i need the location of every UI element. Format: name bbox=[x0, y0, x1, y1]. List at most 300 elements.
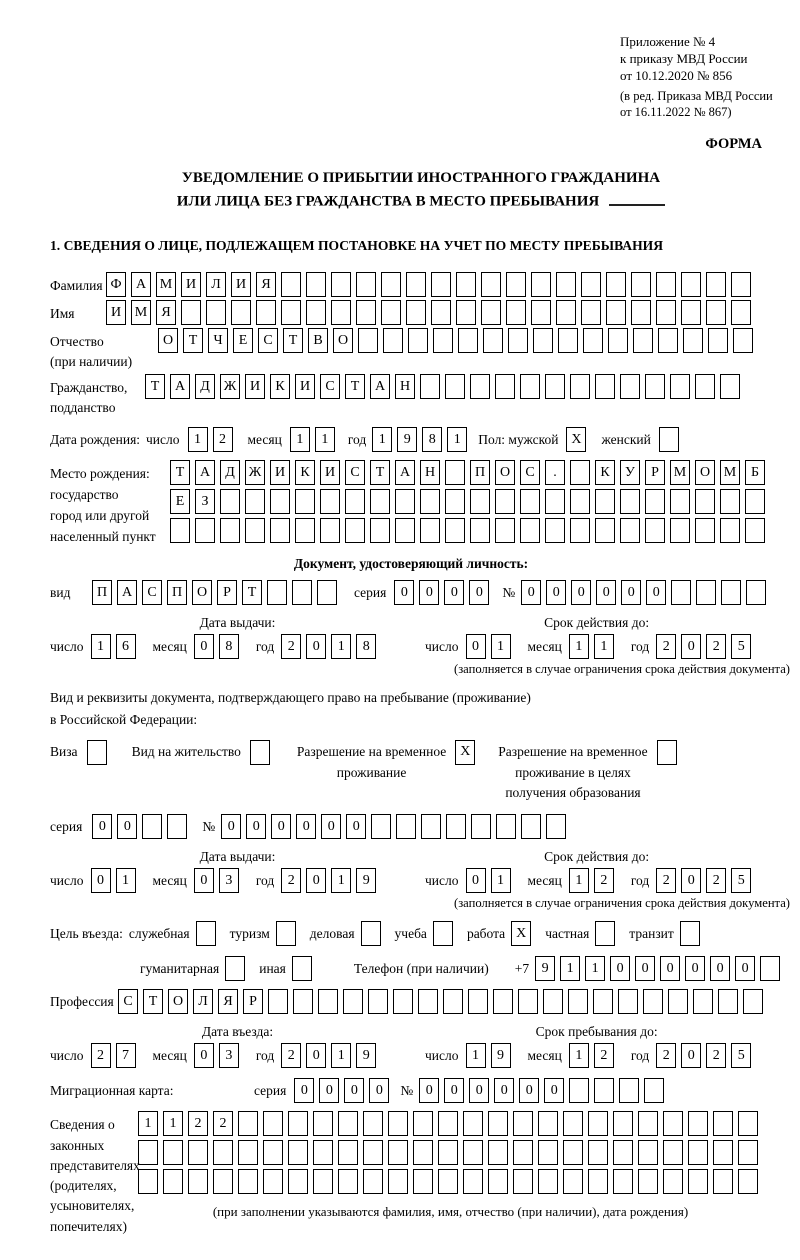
char-cell[interactable]: 1 bbox=[466, 1043, 486, 1068]
char-cell[interactable]: 8 bbox=[422, 427, 442, 452]
char-cell[interactable]: 1 bbox=[290, 427, 310, 452]
char-cell[interactable] bbox=[406, 272, 426, 297]
char-cell[interactable] bbox=[670, 374, 690, 399]
char-cell[interactable]: А bbox=[131, 272, 151, 297]
char-cell[interactable] bbox=[738, 1169, 758, 1194]
char-cell[interactable] bbox=[718, 989, 738, 1014]
char-cell[interactable] bbox=[545, 518, 565, 543]
char-cell[interactable] bbox=[343, 989, 363, 1014]
char-cell[interactable] bbox=[238, 1169, 258, 1194]
char-cell[interactable]: С bbox=[258, 328, 278, 353]
char-cell[interactable]: С bbox=[320, 374, 340, 399]
char-cell[interactable]: О bbox=[168, 989, 188, 1014]
char-cell[interactable] bbox=[638, 1111, 658, 1136]
char-cell[interactable] bbox=[556, 300, 576, 325]
char-cell[interactable]: 2 bbox=[706, 634, 726, 659]
char-cell[interactable]: 0 bbox=[681, 634, 701, 659]
char-cell[interactable] bbox=[445, 374, 465, 399]
char-cell[interactable] bbox=[431, 300, 451, 325]
char-cell[interactable]: Ж bbox=[245, 460, 265, 485]
char-cell[interactable]: 0 bbox=[194, 1043, 214, 1068]
char-cell[interactable] bbox=[295, 518, 315, 543]
char-cell[interactable]: И bbox=[181, 272, 201, 297]
char-cell[interactable] bbox=[418, 989, 438, 1014]
char-cell[interactable] bbox=[745, 518, 765, 543]
char-cell[interactable]: 0 bbox=[344, 1078, 364, 1103]
char-cell[interactable] bbox=[281, 272, 301, 297]
char-cell[interactable] bbox=[383, 328, 403, 353]
char-cell[interactable]: Ч bbox=[208, 328, 228, 353]
char-cell[interactable]: 1 bbox=[331, 1043, 351, 1068]
char-cell[interactable] bbox=[746, 580, 766, 605]
char-cell[interactable] bbox=[345, 518, 365, 543]
char-cell[interactable]: 6 bbox=[116, 634, 136, 659]
char-cell[interactable]: 0 bbox=[419, 1078, 439, 1103]
char-cell[interactable]: 0 bbox=[369, 1078, 389, 1103]
char-cell[interactable] bbox=[620, 374, 640, 399]
char-cell[interactable] bbox=[363, 1169, 383, 1194]
char-cell[interactable] bbox=[645, 374, 665, 399]
char-cell[interactable] bbox=[569, 1078, 589, 1103]
char-cell[interactable] bbox=[345, 489, 365, 514]
char-cell[interactable]: 0 bbox=[444, 1078, 464, 1103]
char-cell[interactable] bbox=[695, 489, 715, 514]
char-cell[interactable]: А bbox=[370, 374, 390, 399]
char-cell[interactable]: 0 bbox=[521, 580, 541, 605]
char-cell[interactable]: У bbox=[620, 460, 640, 485]
char-cell[interactable] bbox=[520, 374, 540, 399]
char-cell[interactable]: X bbox=[566, 427, 586, 452]
char-cell[interactable] bbox=[708, 328, 728, 353]
char-cell[interactable]: . bbox=[545, 460, 565, 485]
purpose-commercial-checkbox[interactable] bbox=[361, 921, 386, 946]
char-cell[interactable] bbox=[683, 328, 703, 353]
char-cell[interactable] bbox=[506, 272, 526, 297]
char-cell[interactable] bbox=[195, 518, 215, 543]
char-cell[interactable]: 2 bbox=[594, 1043, 614, 1068]
char-cell[interactable] bbox=[438, 1169, 458, 1194]
char-cell[interactable]: 0 bbox=[444, 580, 464, 605]
char-cell[interactable]: Т bbox=[242, 580, 262, 605]
char-cell[interactable] bbox=[292, 956, 312, 981]
char-cell[interactable] bbox=[363, 1140, 383, 1165]
char-cell[interactable]: 1 bbox=[91, 634, 111, 659]
char-cell[interactable]: 5 bbox=[731, 634, 751, 659]
char-cell[interactable] bbox=[595, 921, 615, 946]
char-cell[interactable] bbox=[618, 989, 638, 1014]
char-cell[interactable]: И bbox=[320, 460, 340, 485]
char-cell[interactable]: 2 bbox=[656, 868, 676, 893]
char-cell[interactable]: 0 bbox=[546, 580, 566, 605]
char-cell[interactable]: И bbox=[245, 374, 265, 399]
char-cell[interactable] bbox=[483, 328, 503, 353]
char-cell[interactable] bbox=[643, 989, 663, 1014]
temp-residence-checkbox[interactable] bbox=[455, 740, 480, 765]
char-cell[interactable]: 1 bbox=[315, 427, 335, 452]
char-cell[interactable]: 0 bbox=[194, 634, 214, 659]
char-cell[interactable]: И bbox=[295, 374, 315, 399]
char-cell[interactable] bbox=[531, 300, 551, 325]
char-cell[interactable] bbox=[138, 1140, 158, 1165]
char-cell[interactable]: С bbox=[142, 580, 162, 605]
char-cell[interactable]: Р bbox=[645, 460, 665, 485]
char-cell[interactable]: 0 bbox=[610, 956, 630, 981]
char-cell[interactable]: X bbox=[455, 740, 475, 765]
char-cell[interactable] bbox=[256, 300, 276, 325]
char-cell[interactable]: 0 bbox=[469, 1078, 489, 1103]
char-cell[interactable] bbox=[395, 518, 415, 543]
char-cell[interactable] bbox=[681, 300, 701, 325]
char-cell[interactable] bbox=[371, 814, 391, 839]
char-cell[interactable] bbox=[213, 1140, 233, 1165]
char-cell[interactable]: Е bbox=[170, 489, 190, 514]
char-cell[interactable]: Т bbox=[145, 374, 165, 399]
char-cell[interactable]: 0 bbox=[494, 1078, 514, 1103]
purpose-study-checkbox[interactable] bbox=[433, 921, 458, 946]
char-cell[interactable]: Ж bbox=[220, 374, 240, 399]
char-cell[interactable] bbox=[720, 518, 740, 543]
char-cell[interactable] bbox=[659, 427, 679, 452]
char-cell[interactable] bbox=[588, 1140, 608, 1165]
char-cell[interactable]: 2 bbox=[281, 634, 301, 659]
char-cell[interactable] bbox=[663, 1169, 683, 1194]
char-cell[interactable] bbox=[238, 1111, 258, 1136]
char-cell[interactable]: К bbox=[270, 374, 290, 399]
char-cell[interactable] bbox=[645, 489, 665, 514]
char-cell[interactable]: 1 bbox=[331, 868, 351, 893]
char-cell[interactable] bbox=[408, 328, 428, 353]
char-cell[interactable] bbox=[331, 272, 351, 297]
char-cell[interactable] bbox=[513, 1169, 533, 1194]
char-cell[interactable] bbox=[481, 300, 501, 325]
char-cell[interactable]: 9 bbox=[491, 1043, 511, 1068]
char-cell[interactable] bbox=[320, 489, 340, 514]
char-cell[interactable] bbox=[470, 374, 490, 399]
char-cell[interactable] bbox=[733, 328, 753, 353]
char-cell[interactable] bbox=[250, 740, 270, 765]
char-cell[interactable] bbox=[468, 989, 488, 1014]
char-cell[interactable]: 0 bbox=[296, 814, 316, 839]
char-cell[interactable] bbox=[181, 300, 201, 325]
char-cell[interactable] bbox=[338, 1169, 358, 1194]
char-cell[interactable]: 2 bbox=[706, 868, 726, 893]
char-cell[interactable]: 0 bbox=[321, 814, 341, 839]
char-cell[interactable]: 1 bbox=[372, 427, 392, 452]
char-cell[interactable] bbox=[445, 518, 465, 543]
char-cell[interactable]: 2 bbox=[706, 1043, 726, 1068]
char-cell[interactable]: В bbox=[308, 328, 328, 353]
char-cell[interactable] bbox=[206, 300, 226, 325]
char-cell[interactable] bbox=[313, 1169, 333, 1194]
char-cell[interactable]: 3 bbox=[219, 1043, 239, 1068]
char-cell[interactable] bbox=[738, 1111, 758, 1136]
char-cell[interactable] bbox=[313, 1111, 333, 1136]
char-cell[interactable] bbox=[495, 489, 515, 514]
char-cell[interactable]: 1 bbox=[163, 1111, 183, 1136]
char-cell[interactable] bbox=[760, 956, 780, 981]
char-cell[interactable]: Н bbox=[395, 374, 415, 399]
char-cell[interactable] bbox=[338, 1140, 358, 1165]
char-cell[interactable] bbox=[421, 814, 441, 839]
char-cell[interactable] bbox=[613, 1169, 633, 1194]
char-cell[interactable]: 0 bbox=[92, 814, 112, 839]
char-cell[interactable] bbox=[388, 1169, 408, 1194]
char-cell[interactable] bbox=[720, 374, 740, 399]
char-cell[interactable] bbox=[606, 300, 626, 325]
char-cell[interactable]: 1 bbox=[560, 956, 580, 981]
char-cell[interactable]: М bbox=[131, 300, 151, 325]
char-cell[interactable]: 1 bbox=[491, 868, 511, 893]
purpose-other-checkbox[interactable] bbox=[292, 956, 317, 981]
char-cell[interactable] bbox=[681, 272, 701, 297]
char-cell[interactable] bbox=[570, 460, 590, 485]
char-cell[interactable]: О bbox=[192, 580, 212, 605]
char-cell[interactable] bbox=[481, 272, 501, 297]
char-cell[interactable]: 0 bbox=[306, 1043, 326, 1068]
char-cell[interactable]: 0 bbox=[319, 1078, 339, 1103]
char-cell[interactable] bbox=[518, 989, 538, 1014]
char-cell[interactable] bbox=[668, 989, 688, 1014]
char-cell[interactable]: О bbox=[495, 460, 515, 485]
char-cell[interactable] bbox=[456, 300, 476, 325]
char-cell[interactable] bbox=[420, 374, 440, 399]
char-cell[interactable] bbox=[220, 489, 240, 514]
char-cell[interactable] bbox=[263, 1111, 283, 1136]
char-cell[interactable] bbox=[496, 814, 516, 839]
char-cell[interactable]: 1 bbox=[116, 868, 136, 893]
char-cell[interactable]: О bbox=[695, 460, 715, 485]
char-cell[interactable] bbox=[338, 1111, 358, 1136]
char-cell[interactable] bbox=[368, 989, 388, 1014]
char-cell[interactable] bbox=[393, 989, 413, 1014]
visa-checkbox[interactable] bbox=[87, 740, 112, 765]
char-cell[interactable] bbox=[458, 328, 478, 353]
char-cell[interactable]: 0 bbox=[117, 814, 137, 839]
char-cell[interactable]: Т bbox=[345, 374, 365, 399]
char-cell[interactable]: С bbox=[345, 460, 365, 485]
char-cell[interactable] bbox=[331, 300, 351, 325]
char-cell[interactable] bbox=[695, 374, 715, 399]
char-cell[interactable] bbox=[463, 1111, 483, 1136]
char-cell[interactable]: Б bbox=[745, 460, 765, 485]
char-cell[interactable] bbox=[356, 300, 376, 325]
char-cell[interactable]: 1 bbox=[331, 634, 351, 659]
char-cell[interactable]: 1 bbox=[585, 956, 605, 981]
char-cell[interactable]: Т bbox=[283, 328, 303, 353]
char-cell[interactable] bbox=[533, 328, 553, 353]
char-cell[interactable] bbox=[688, 1111, 708, 1136]
char-cell[interactable]: 1 bbox=[188, 427, 208, 452]
char-cell[interactable]: 2 bbox=[656, 634, 676, 659]
char-cell[interactable]: П bbox=[92, 580, 112, 605]
char-cell[interactable]: 2 bbox=[281, 868, 301, 893]
char-cell[interactable]: 0 bbox=[294, 1078, 314, 1103]
char-cell[interactable]: З bbox=[195, 489, 215, 514]
char-cell[interactable] bbox=[645, 518, 665, 543]
char-cell[interactable] bbox=[663, 1140, 683, 1165]
char-cell[interactable] bbox=[163, 1169, 183, 1194]
sex-male-checkbox[interactable] bbox=[566, 427, 591, 452]
char-cell[interactable]: М bbox=[156, 272, 176, 297]
char-cell[interactable]: Л bbox=[193, 989, 213, 1014]
residence-permit-checkbox[interactable] bbox=[250, 740, 275, 765]
char-cell[interactable] bbox=[138, 1169, 158, 1194]
char-cell[interactable]: 0 bbox=[635, 956, 655, 981]
char-cell[interactable]: 9 bbox=[356, 868, 376, 893]
char-cell[interactable] bbox=[87, 740, 107, 765]
char-cell[interactable] bbox=[295, 489, 315, 514]
char-cell[interactable] bbox=[470, 518, 490, 543]
char-cell[interactable] bbox=[495, 518, 515, 543]
char-cell[interactable] bbox=[270, 518, 290, 543]
temp-residence-education-checkbox[interactable] bbox=[657, 740, 682, 765]
char-cell[interactable] bbox=[568, 989, 588, 1014]
char-cell[interactable]: С bbox=[118, 989, 138, 1014]
char-cell[interactable] bbox=[520, 518, 540, 543]
char-cell[interactable]: 0 bbox=[246, 814, 266, 839]
char-cell[interactable] bbox=[688, 1140, 708, 1165]
char-cell[interactable]: Я bbox=[256, 272, 276, 297]
char-cell[interactable] bbox=[588, 1111, 608, 1136]
char-cell[interactable] bbox=[545, 489, 565, 514]
char-cell[interactable]: Н bbox=[420, 460, 440, 485]
purpose-work-checkbox[interactable] bbox=[511, 921, 536, 946]
char-cell[interactable]: 0 bbox=[394, 580, 414, 605]
char-cell[interactable]: 8 bbox=[219, 634, 239, 659]
char-cell[interactable] bbox=[538, 1111, 558, 1136]
char-cell[interactable] bbox=[738, 1140, 758, 1165]
char-cell[interactable] bbox=[267, 580, 287, 605]
char-cell[interactable] bbox=[213, 1169, 233, 1194]
purpose-private-checkbox[interactable] bbox=[595, 921, 620, 946]
char-cell[interactable]: 0 bbox=[685, 956, 705, 981]
char-cell[interactable]: О bbox=[158, 328, 178, 353]
char-cell[interactable]: 9 bbox=[535, 956, 555, 981]
char-cell[interactable]: 9 bbox=[356, 1043, 376, 1068]
char-cell[interactable]: 0 bbox=[194, 868, 214, 893]
char-cell[interactable]: 0 bbox=[91, 868, 111, 893]
char-cell[interactable] bbox=[688, 1169, 708, 1194]
char-cell[interactable] bbox=[443, 989, 463, 1014]
char-cell[interactable]: 1 bbox=[491, 634, 511, 659]
char-cell[interactable] bbox=[288, 1140, 308, 1165]
char-cell[interactable]: 8 bbox=[356, 634, 376, 659]
char-cell[interactable] bbox=[508, 328, 528, 353]
purpose-humanitarian-checkbox[interactable] bbox=[225, 956, 250, 981]
char-cell[interactable] bbox=[238, 1140, 258, 1165]
char-cell[interactable] bbox=[288, 1169, 308, 1194]
char-cell[interactable] bbox=[456, 272, 476, 297]
char-cell[interactable]: Т bbox=[143, 989, 163, 1014]
char-cell[interactable] bbox=[196, 921, 216, 946]
char-cell[interactable]: 1 bbox=[138, 1111, 158, 1136]
char-cell[interactable]: 0 bbox=[221, 814, 241, 839]
char-cell[interactable] bbox=[595, 489, 615, 514]
char-cell[interactable] bbox=[431, 272, 451, 297]
char-cell[interactable] bbox=[513, 1140, 533, 1165]
char-cell[interactable] bbox=[495, 374, 515, 399]
char-cell[interactable]: Я bbox=[218, 989, 238, 1014]
char-cell[interactable] bbox=[470, 489, 490, 514]
char-cell[interactable]: 2 bbox=[91, 1043, 111, 1068]
char-cell[interactable] bbox=[613, 1140, 633, 1165]
char-cell[interactable]: 2 bbox=[281, 1043, 301, 1068]
char-cell[interactable]: Е bbox=[233, 328, 253, 353]
char-cell[interactable] bbox=[358, 328, 378, 353]
char-cell[interactable]: X bbox=[511, 921, 531, 946]
char-cell[interactable] bbox=[670, 518, 690, 543]
char-cell[interactable] bbox=[388, 1111, 408, 1136]
char-cell[interactable] bbox=[619, 1078, 639, 1103]
char-cell[interactable] bbox=[520, 489, 540, 514]
char-cell[interactable] bbox=[361, 921, 381, 946]
char-cell[interactable] bbox=[370, 518, 390, 543]
char-cell[interactable] bbox=[317, 580, 337, 605]
char-cell[interactable]: 2 bbox=[213, 1111, 233, 1136]
char-cell[interactable] bbox=[513, 1111, 533, 1136]
char-cell[interactable] bbox=[438, 1111, 458, 1136]
char-cell[interactable] bbox=[167, 814, 187, 839]
char-cell[interactable] bbox=[713, 1140, 733, 1165]
char-cell[interactable]: Т bbox=[183, 328, 203, 353]
char-cell[interactable] bbox=[188, 1169, 208, 1194]
char-cell[interactable]: 0 bbox=[346, 814, 366, 839]
char-cell[interactable]: 5 bbox=[731, 868, 751, 893]
char-cell[interactable]: 0 bbox=[271, 814, 291, 839]
char-cell[interactable] bbox=[706, 272, 726, 297]
char-cell[interactable] bbox=[631, 300, 651, 325]
char-cell[interactable]: Д bbox=[195, 374, 215, 399]
char-cell[interactable] bbox=[656, 300, 676, 325]
char-cell[interactable] bbox=[381, 272, 401, 297]
char-cell[interactable] bbox=[293, 989, 313, 1014]
char-cell[interactable]: 0 bbox=[544, 1078, 564, 1103]
char-cell[interactable]: 0 bbox=[660, 956, 680, 981]
char-cell[interactable]: О bbox=[333, 328, 353, 353]
char-cell[interactable]: К bbox=[295, 460, 315, 485]
char-cell[interactable]: 1 bbox=[569, 634, 589, 659]
char-cell[interactable] bbox=[433, 328, 453, 353]
char-cell[interactable]: Т bbox=[170, 460, 190, 485]
char-cell[interactable] bbox=[657, 740, 677, 765]
char-cell[interactable] bbox=[488, 1111, 508, 1136]
char-cell[interactable] bbox=[658, 328, 678, 353]
char-cell[interactable]: 0 bbox=[621, 580, 641, 605]
char-cell[interactable] bbox=[413, 1111, 433, 1136]
char-cell[interactable] bbox=[570, 374, 590, 399]
char-cell[interactable] bbox=[506, 300, 526, 325]
char-cell[interactable] bbox=[663, 1111, 683, 1136]
char-cell[interactable] bbox=[188, 1140, 208, 1165]
char-cell[interactable]: 1 bbox=[594, 634, 614, 659]
char-cell[interactable]: Д bbox=[220, 460, 240, 485]
char-cell[interactable] bbox=[363, 1111, 383, 1136]
char-cell[interactable] bbox=[445, 489, 465, 514]
char-cell[interactable]: 0 bbox=[710, 956, 730, 981]
char-cell[interactable] bbox=[245, 489, 265, 514]
char-cell[interactable]: 0 bbox=[681, 1043, 701, 1068]
char-cell[interactable] bbox=[581, 300, 601, 325]
char-cell[interactable] bbox=[306, 272, 326, 297]
char-cell[interactable]: 2 bbox=[594, 868, 614, 893]
char-cell[interactable] bbox=[588, 1169, 608, 1194]
char-cell[interactable] bbox=[356, 272, 376, 297]
char-cell[interactable] bbox=[276, 921, 296, 946]
char-cell[interactable]: Л bbox=[206, 272, 226, 297]
char-cell[interactable] bbox=[693, 989, 713, 1014]
char-cell[interactable] bbox=[570, 518, 590, 543]
char-cell[interactable] bbox=[263, 1169, 283, 1194]
